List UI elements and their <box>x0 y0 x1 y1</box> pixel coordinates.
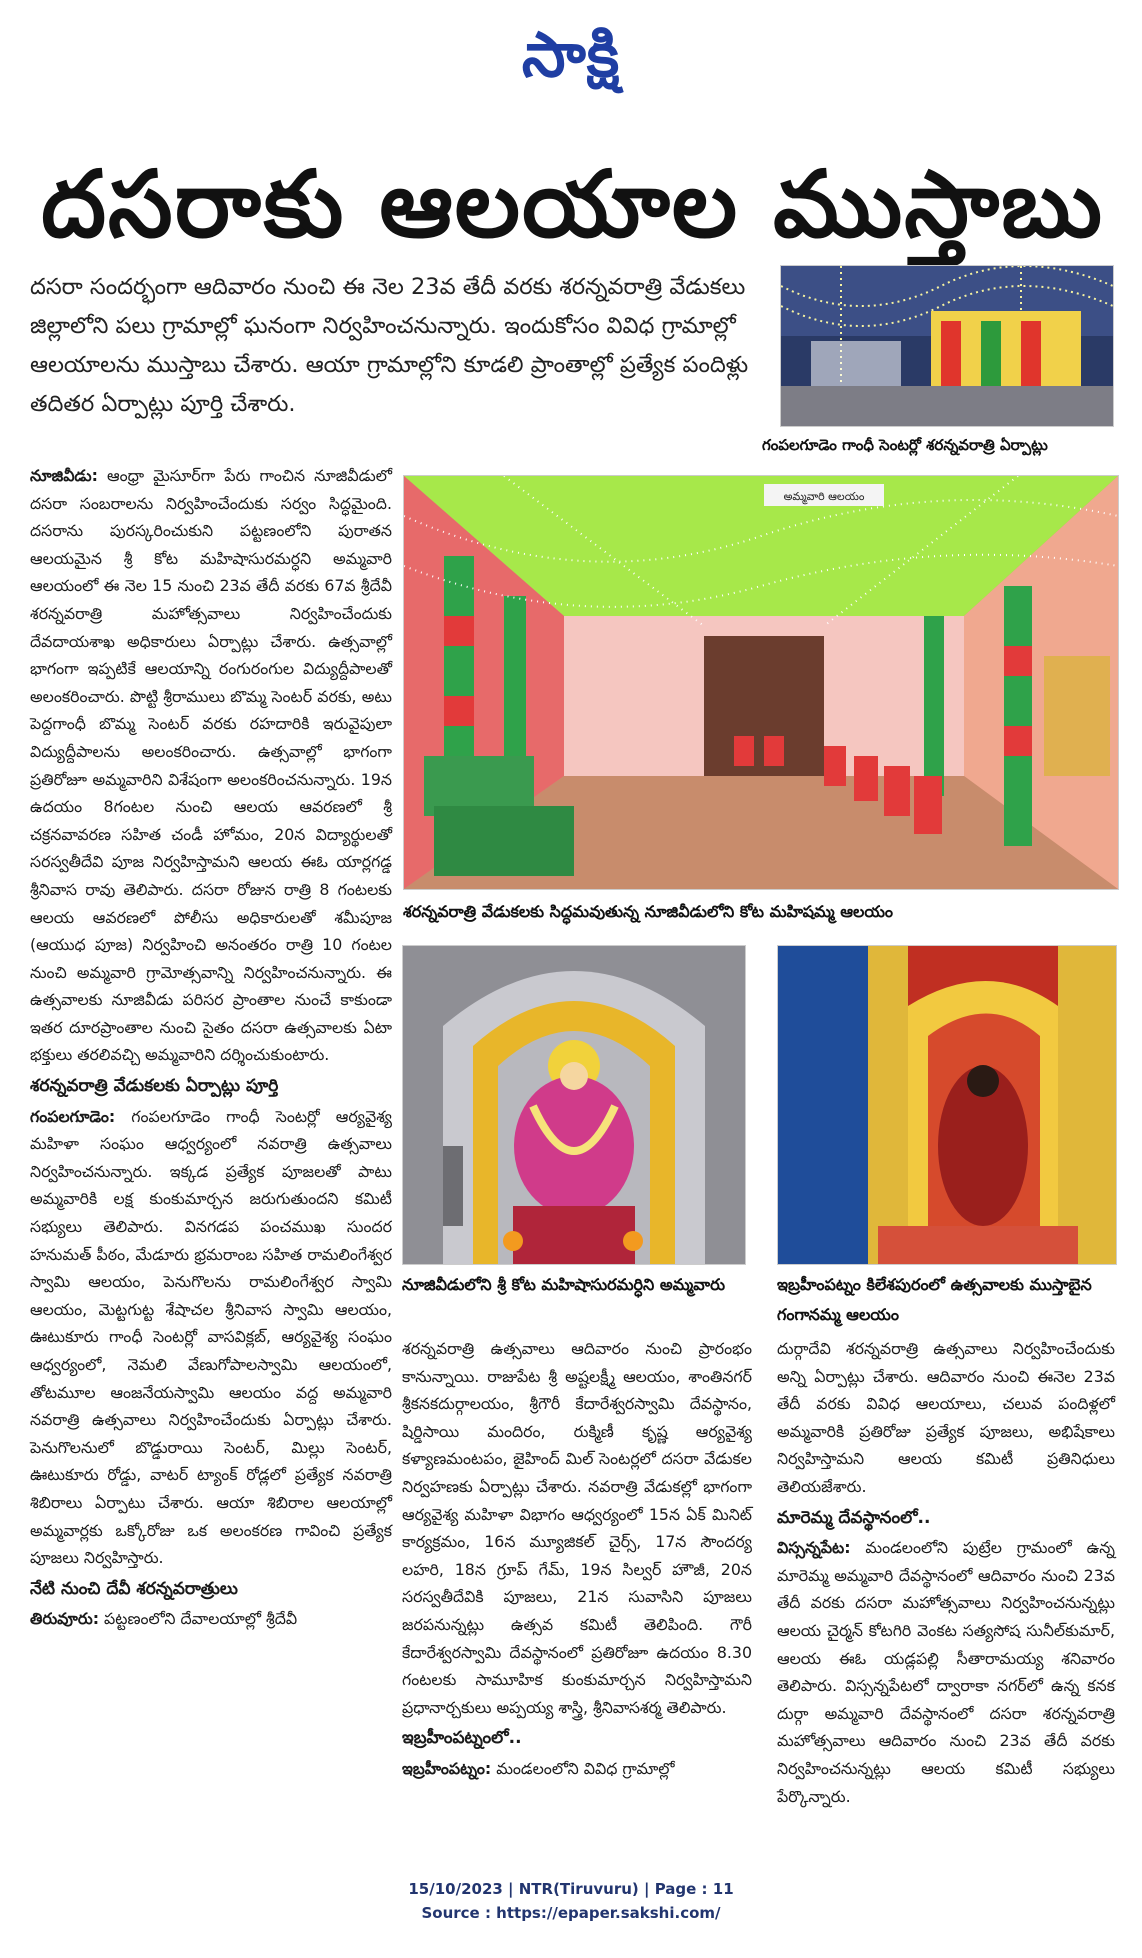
paragraph-nuzvid <box>30 462 392 1069</box>
caption-photo-ganganamma: ఇబ్రహీంపట్నం కిలేశపురంలో ఉత్సవాలకు ముస్తాబైన గంగానమ్మ ఆలయం <box>777 1275 1092 1324</box>
column-3 <box>777 1335 1115 1810</box>
photo-ganganamma-illustration <box>778 946 1116 1264</box>
footer-edition-info: 15/10/2023 | NTR(Tiruvuru) | Page : 11 <box>408 1880 734 1898</box>
body-vissannapeta: మండలంలోని పుట్రేల గ్రామంలో ఉన్న మారెమ్మ అమ్మవారి దేవస్థానంలో ఆదివారం నుంచి 23వ తేదీ వరకు దసరా మహోత్సవాలు నిర్వహించనున్నట్లు ఆలయ చైర్మన్ కోటగిరి వెంకట సత్యసోష సునీల్‌కుమార్, ఆలయ ఈఓ యడ్లపల్లి సీతారామయ్య శనివారం తెలిపారు. విస్సన్నపేటలో ద్వారాకా నగర్‌లో ఉన్న కనక దుర్గా అమ్మవారి దేవస్థానంలో దసరా శరన్నవరాత్రి మహోత్సవాలు ఆదివారం నుంచి 23వ తేదీ వరకు నిర్వహించనున్నట్లు ఆలయ కమిటీ సభ్యులు పేర్కొన్నారు. <box>777 1538 1115 1806</box>
subheading-maremma: మారెమ్మ దేవస్థానంలో.. <box>777 1507 931 1528</box>
column-1 <box>30 462 392 1633</box>
temple-signboard: అమ్మవారి ఆలయం <box>783 490 865 503</box>
paragraph-tiruvuru-cont: శరన్నవరాత్రి ఉత్సవాలు ఆదివారం నుంచి ప్రారంభం కానున్నాయి. రాజుపేట శ్రీ అష్టలక్ష్మీ ఆలయం, శాంతినగర్ శ్రీకనకదుర్గాలయం, శ్రీగౌరీ కేదారేశ్వరస్వామి దేవస్థానం, షిర్డిసాయి మందిరం, రుక్మిణీ కృష్ణ ఆర్యవైశ్య కళ్యాణమంటపం, జైహింద్ మిల్ సెంటర్లలో దసరా వేడుకల నిర్వహణకు ఏర్పాట్లు చేశారు. నవరాత్రి వేడుకల్లో భాగంగా ఆర్యవైశ్య మహిళా విభాగం ఆధ్వర్యంలో 15న ఏక్ మినిట్ కార్యక్రమం, 16న మ్యూజికల్ చైర్స్, 17న సౌందర్య లహరి, 18న గ్రూప్ గేమ్, 19న సిల్వర్ హౌజీ, 20న సరస్వతీదేవికి పూజలు, 21న సువాసిని పూజలు జరపనున్నట్లు ఉత్సవ కమిటీ తెలిపింది. గౌరీ కేదారేశ్వరస్వామి దేవస్థానంలో ప్రతిరోజూ ఉదయం 8.30 గంటలకు సామూహిక కుంకుమార్చన నిర్వహిస్తామని ప్రధానార్చకులు అప్పయ్య శాస్త్రి, శ్రీనివాసశర్మ తెలిపారు. <box>402 1339 752 1717</box>
dateline-tiruvuru: తిరువూరు: <box>30 1609 100 1629</box>
photo-deity-mahishasuramardini <box>402 945 746 1265</box>
subheading-navaratri-start: నేటి నుంచి దేవీ శరన్నవరాత్రులు <box>30 1578 238 1599</box>
caption-photo-deity: నూజివీడులోని శ్రీ కోట మహిషాసురమర్ధిని అమ్మవారు <box>402 1275 726 1294</box>
caption-photo-temple-hall: శరన్నవరాత్రి వేడుకలకు సిద్ధమవుతున్న నూజివీడులోని కోట మహిషమ్మ ఆలయం <box>403 902 894 921</box>
body-ibrahimpatnam: మండలంలోని వివిధ గ్రామాల్లో <box>491 1758 675 1778</box>
subheading-ibrahimpatnam: ఇబ్రహీంపట్నంలో.. <box>402 1728 522 1749</box>
body-tiruvuru: పట్టణంలోని దేవాలయాల్లో శ్రీదేవీ <box>99 1609 298 1629</box>
dateline-ibrahimpatnam: ఇబ్రహీంపట్నం: <box>402 1758 492 1778</box>
subheading-arrangements: శరన్నవరాత్రి వేడుకలకు ఏర్పాట్లు పూర్తి <box>30 1076 279 1097</box>
photo-ganganamma-temple <box>777 945 1117 1265</box>
photo-temple-hall-illustration <box>404 476 1118 889</box>
body-gampalagudem: గంపలగూడెం గాంధీ సెంటర్లో ఆర్యవైశ్య మహిళా సంఘం ఆధ్వర్యంలో నవరాత్రి ఉత్సవాలు నిర్వహించనున్నారు. ఇక్కడ ప్రత్యేక పూజలతో పాటు అమ్మవారికి లక్ష కుంకుమార్చన జరుగుతుందని కమిటీ సభ్యులు తెలిపారు. వినగడప పంచముఖ సుందర హనుమత్ పీఠం, మేడూరు భ్రమరాంబ సహిత రామలింగేశ్వర స్వామి ఆలయం, పెనుగొలను రామలింగేశ్వర స్వామి ఆలయం, మెట్టగుట్ట శేషాచల శ్రీనివాస స్వామి ఆలయం, ఊటుకూరు గాంధీ సెంటర్లో వాసవిక్లబ్, ఆర్యవైశ్య సంఘం ఆధ్వర్యంలో, నెమలి వేణుగోపాలస్వామి ఆలయంలో, తోటమూల ఆంజనేయస్వామి ఆలయం వద్ద అమ్మవారి నవరాత్రి ఉత్సవాలు నిర్వహించేందుకు ఏర్పాట్లు చేశారు. పెనుగొలనులో బొడ్డురాయి సెంటర్, మిల్లు సెంటర్, ఊటుకూరు రోడ్డు, వాటర్ ట్యాంక్ రోడ్లలో ప్రత్యేక నవరాత్రి శిబిరాలు ఏర్పాటు చేశారు. ఆయా శిబిరాల ఆలయాల్లో అమ్మవార్లకు ఒక్కోరోజు ఒక అలంకరణ గావించి ప్రత్యేక పూజలు నిర్వహిస్తారు. <box>30 1106 392 1568</box>
column-2 <box>402 1335 752 1783</box>
dateline-gampalagudem: గంపలగూడెం: <box>30 1106 116 1126</box>
photo-temple-hall <box>403 475 1119 890</box>
footer-source-link[interactable]: Source : https://epaper.sakshi.com/ <box>421 1904 721 1922</box>
paragraph-vissannapeta <box>777 1534 1115 1810</box>
photo-pandal-illustration <box>781 266 1113 426</box>
photo-deity-illustration <box>403 946 745 1264</box>
paragraph-gampalagudem <box>30 1103 392 1572</box>
paragraph-ibrahimpatnam-cont: దుర్గాదేవి శరన్నవరాత్రి ఉత్సవాలు నిర్వహించేందుకు అన్ని ఏర్పాట్లు చేశారు. ఆదివారం నుంచి ఈనెల 23వ తేదీ వరకు వివిధ ఆలయాలు, చలువ పందిళ్లలో అమ్మవారికి ప్రతిరోజు ప్రత్యేక పూజలు, అభిషేకాలు నిర్వహిస్తామని ఆలయ కమిటీ ప్రతినిధులు తెలియజేశారు. <box>777 1339 1115 1496</box>
page-headline: దసరాకు ఆలయాల ముస్తాబు <box>41 151 1104 258</box>
paragraph-tiruvuru <box>30 1605 392 1633</box>
photo-pandal <box>780 265 1114 427</box>
body-nuzvid: ఆంధ్రా మైసూర్‌గా పేరు గాంచిన నూజివీడులో దసరా సంబరాలను నిర్వహించేందుకు సర్వం సిద్ధమైంది. దసరాను పురస్కరించుకుని పట్టణంలోని పురాతన ఆలయమైన శ్రీ కోట మహిషాసురమర్ధని అమ్మవారి ఆలయంలో ఈ నెల 15 నుంచి 23వ తేదీ వరకు 67వ శ్రీదేవీ శరన్నవరాత్రి మహోత్సవాలు నిర్వహించేందుకు దేవదాయశాఖ అధికారులు ఏర్పాట్లు చేశారు. ఉత్సవాల్లో భాగంగా ఇప్పటికే ఆలయాన్ని రంగురంగుల విద్యుద్దీపాలతో అలంకరించారు. పొట్టి శ్రీరాములు బొమ్మ సెంటర్ వరకు, అటు పెద్దగాంధీ బొమ్మ సెంటర్ వరకు రహదారికి ఇరువైపులా విద్యుద్దీపాలను అలంకరించారు. ఉత్సవాల్లో భాగంగా ప్రతిరోజూ అమ్మవారిని విశేషంగా అలంకరించనున్నారు. 19న ఉదయం 8గంటల నుంచి ఆలయ ఆవరణలో శ్రీ చక్రనవావరణ సహిత చండీ హోమం, 20న విద్యార్థులతో సరస్వతీదేవి పూజ నిర్వహిస్తామని ఆలయ ఈఓ యార్లగడ్డ శ్రీనివాస రావు తెలిపారు. దసరా రోజున రాత్రి 8 గంటలకు ఆలయ ఆవరణలో పోలీసు అధికారులతో శమీపూజ (ఆయుధ పూజ) నిర్వహించి అనంతరం రాత్రి 10 గంటల నుంచి అమ్మవారి గ్రామోత్సవాన్ని నిర్వహించనున్నారు. ఈ ఉత్సవాలకు నూజివీడు పరిసర ప్రాంతాల నుంచే కాకుండా ఇతర దూరప్రాంతాల నుంచి సైతం దసరా ఉత్సవాలకు ఏటా భక్తులు తరలివచ్చి అమ్మవారిని దర్శించుకుంటారు. <box>30 466 392 1065</box>
dateline-vissannapeta: విస్సన్నపేట: <box>777 1538 851 1558</box>
masthead-logo: సాక్షి <box>521 18 621 91</box>
dateline-nuzvid: నూజివీడు: <box>30 466 98 485</box>
paragraph-ibrahimpatnam <box>402 1755 752 1783</box>
lead-paragraph: దసరా సందర్భంగా ఆదివారం నుంచి ఈ నెల 23వ తేదీ వరకు శరన్నవరాత్రి వేడుకలు జిల్లాలోని పలు గ్రామాల్లో ఘనంగా నిర్వహించనున్నారు. ఇందుకోసం వివిధ గ్రామాల్లో ఆలయాలను ముస్తాబు చేశారు. ఆయా గ్రామాల్లోని కూడలి ప్రాంతాల్లో ప్రత్యేక పందిళ్లు తదితర ఏర్పాట్లు పూర్తి చేశారు. <box>30 274 749 417</box>
caption-photo-pandal: గంపలగూడెం గాంధీ సెంటర్లో శరన్నవరాత్రి ఏర్పాట్లు <box>762 436 1048 454</box>
